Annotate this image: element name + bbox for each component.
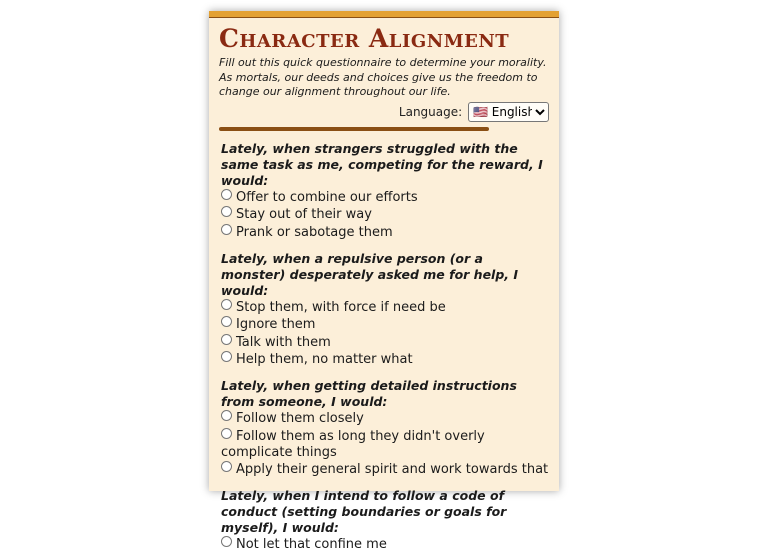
answer-option[interactable] bbox=[221, 334, 549, 351]
answer-label: Prank or sabotage them bbox=[236, 225, 393, 240]
answer-label: Follow them closely bbox=[236, 411, 364, 426]
language-row bbox=[219, 101, 549, 123]
answer-label: Ignore them bbox=[236, 317, 315, 332]
answer-label: Offer to combine our efforts bbox=[236, 190, 418, 205]
answer-label: Stay out of their way bbox=[236, 207, 372, 222]
intro-text: Fill out this quick questionnaire to determine your morality. As mortals, our deeds and choices give us the freedom to change our alignment throughout our life. bbox=[219, 56, 549, 100]
answer-radio[interactable] bbox=[221, 189, 232, 200]
question-4 bbox=[221, 488, 549, 553]
answer-radio[interactable] bbox=[221, 351, 232, 362]
answer-radio[interactable] bbox=[221, 536, 232, 547]
answer-option[interactable] bbox=[221, 189, 549, 206]
answer-option[interactable] bbox=[221, 461, 549, 478]
question-1 bbox=[221, 141, 549, 241]
answer-label: Stop them, with force if need be bbox=[236, 300, 446, 315]
answer-radio[interactable] bbox=[221, 206, 232, 217]
answer-radio[interactable] bbox=[221, 428, 232, 439]
answer-label: Follow them as long they didn't overly complicate things bbox=[221, 429, 485, 460]
question-2 bbox=[221, 251, 549, 369]
questionnaire-card bbox=[209, 11, 559, 491]
answer-radio[interactable] bbox=[221, 316, 232, 327]
answer-option[interactable] bbox=[221, 410, 549, 427]
answer-option[interactable] bbox=[221, 351, 549, 368]
answer-radio[interactable] bbox=[221, 461, 232, 472]
answer-option[interactable] bbox=[221, 428, 549, 461]
answer-radio[interactable] bbox=[221, 299, 232, 310]
question-text: Lately, when getting detailed instructions from someone, I would: bbox=[221, 378, 549, 410]
answer-option[interactable] bbox=[221, 316, 549, 333]
answer-radio[interactable] bbox=[221, 224, 232, 235]
question-text: Lately, when strangers struggled with the same task as me, competing for the reward, I would: bbox=[221, 141, 549, 189]
language-label: Language: bbox=[399, 105, 462, 119]
answer-radio[interactable] bbox=[221, 410, 232, 421]
questions-list bbox=[219, 141, 549, 553]
page-title: Character Alignment bbox=[219, 24, 549, 54]
question-text: Lately, when a repulsive person (or a monster) desperately asked me for help, I would: bbox=[221, 251, 549, 299]
title-divider bbox=[219, 127, 489, 131]
question-text: Lately, when I intend to follow a code of conduct (setting boundaries or goals for myself), I would: bbox=[221, 488, 549, 536]
language-select[interactable] bbox=[468, 102, 549, 122]
answer-option[interactable] bbox=[221, 299, 549, 316]
answer-option[interactable] bbox=[221, 536, 549, 553]
answer-label: Apply their general spirit and work towards that bbox=[236, 462, 548, 477]
answer-label: Help them, no matter what bbox=[236, 352, 413, 367]
answer-label: Talk with them bbox=[236, 335, 331, 350]
answer-option[interactable] bbox=[221, 206, 549, 223]
answer-radio[interactable] bbox=[221, 334, 232, 345]
answer-option[interactable] bbox=[221, 224, 549, 241]
top-accent-bar bbox=[209, 11, 559, 18]
answer-label: Not let that confine me bbox=[236, 537, 387, 552]
question-3 bbox=[221, 378, 549, 478]
